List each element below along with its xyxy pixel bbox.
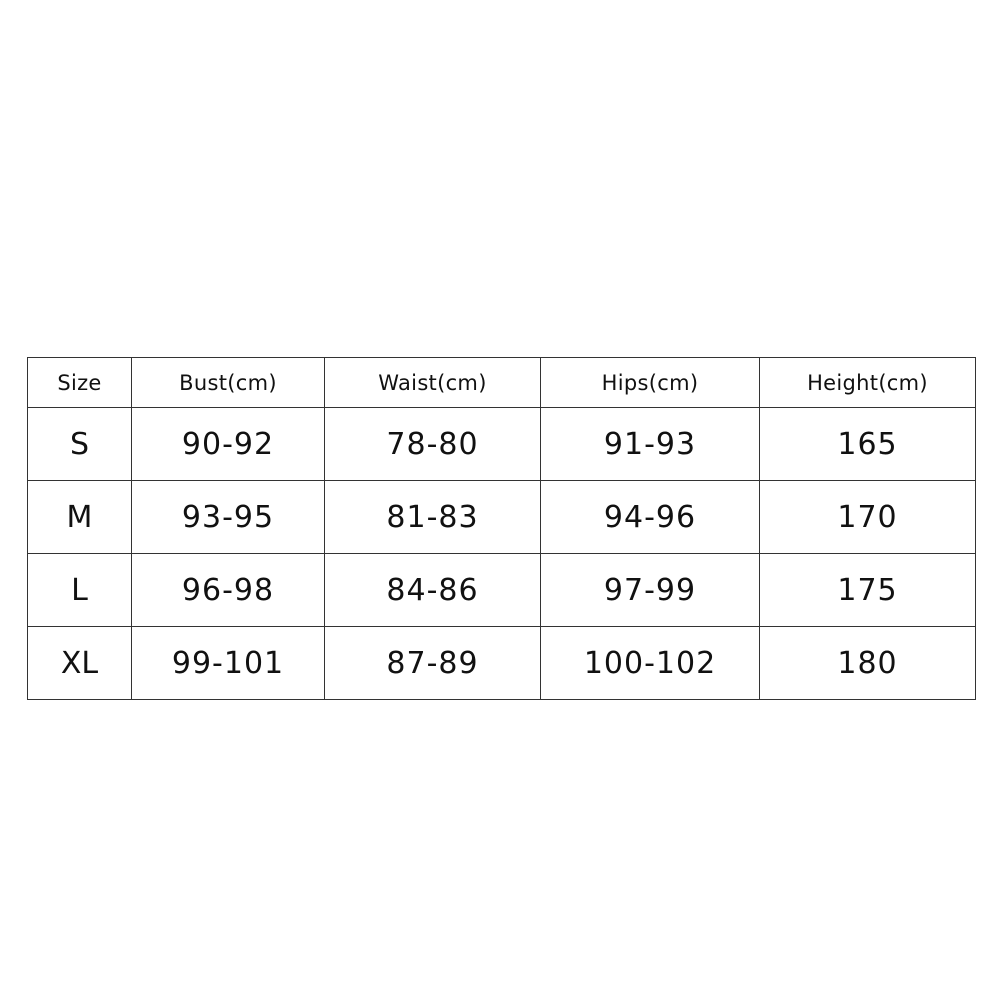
header-waist: Waist(cm) [325,358,541,408]
header-row [28,358,976,408]
hips-cell: 100-102 [541,627,760,700]
waist-cell: 87-89 [325,627,541,700]
hips-cell: 97-99 [541,554,760,627]
height-cell: 170 [760,481,976,554]
hips-cell: 94-96 [541,481,760,554]
table-row [28,627,976,700]
waist-cell: 84-86 [325,554,541,627]
table-row [28,481,976,554]
table-row [28,554,976,627]
height-cell: 175 [760,554,976,627]
header-hips: Hips(cm) [541,358,760,408]
table-row [28,408,976,481]
height-cell: 165 [760,408,976,481]
header-size: Size [28,358,132,408]
waist-cell: 81-83 [325,481,541,554]
header-height: Height(cm) [760,358,976,408]
size-cell: XL [28,627,132,700]
size-chart-table [27,357,976,700]
bust-cell: 99-101 [132,627,325,700]
bust-cell: 90-92 [132,408,325,481]
bust-cell: 93-95 [132,481,325,554]
size-cell: L [28,554,132,627]
size-cell: S [28,408,132,481]
waist-cell: 78-80 [325,408,541,481]
hips-cell: 91-93 [541,408,760,481]
size-cell: M [28,481,132,554]
header-bust: Bust(cm) [132,358,325,408]
bust-cell: 96-98 [132,554,325,627]
height-cell: 180 [760,627,976,700]
